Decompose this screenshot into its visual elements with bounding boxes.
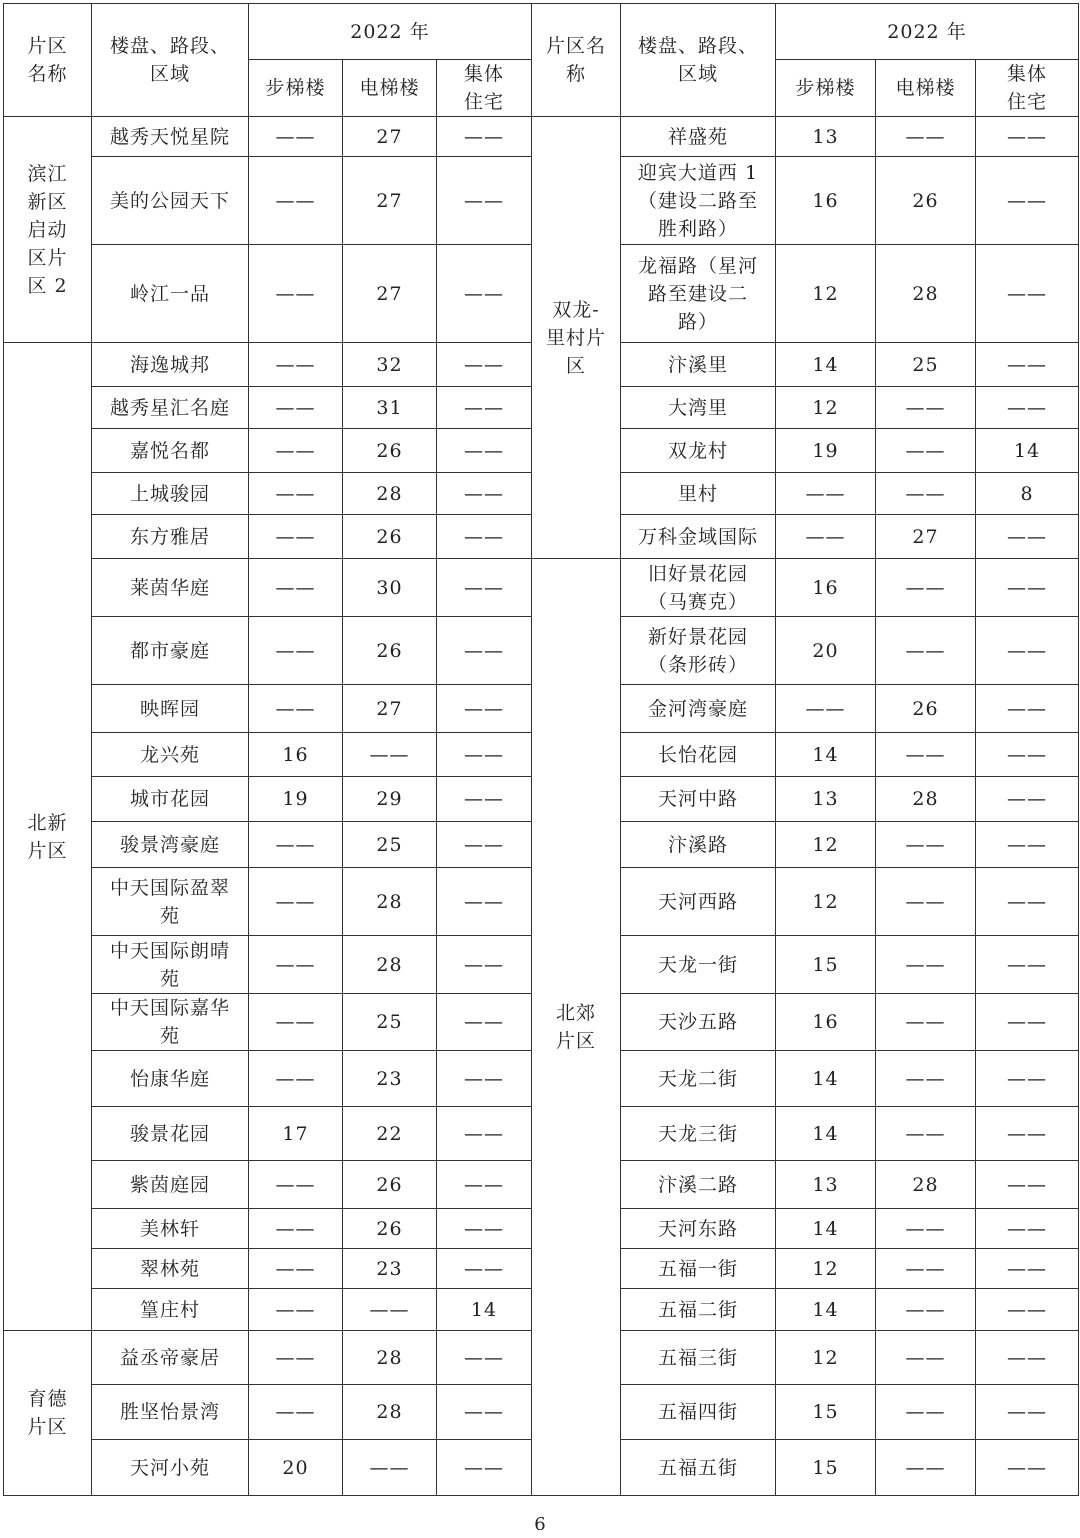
collective-rent: —— bbox=[976, 1440, 1079, 1496]
estate-name: 龙福路（星河 路至建设二 路） bbox=[621, 245, 776, 343]
elevator-rent: —— bbox=[876, 1385, 976, 1440]
estate-name: 长怡花园 bbox=[621, 733, 776, 777]
elevator-rent: —— bbox=[876, 936, 976, 994]
estate-name: 五福四街 bbox=[621, 1385, 776, 1440]
collective-rent: —— bbox=[976, 117, 1079, 157]
stair-rent: —— bbox=[776, 685, 876, 733]
stair-rent: —— bbox=[249, 1161, 343, 1209]
elevator-rent: 23 bbox=[343, 1249, 437, 1289]
estate-name: 五福一街 bbox=[621, 1249, 776, 1289]
estate-name: 嘉悦名都 bbox=[92, 429, 249, 473]
collective-rent: —— bbox=[976, 387, 1079, 429]
elevator-rent: —— bbox=[876, 868, 976, 936]
elevator-rent: 25 bbox=[343, 822, 437, 868]
estate-name: 双龙村 bbox=[621, 429, 776, 473]
stair-rent: 19 bbox=[249, 777, 343, 822]
collective-rent: —— bbox=[976, 685, 1079, 733]
header-collective: 集体 住宅 bbox=[976, 60, 1079, 117]
stair-rent: —— bbox=[249, 245, 343, 343]
elevator-rent: 26 bbox=[876, 157, 976, 245]
stair-rent: —— bbox=[249, 822, 343, 868]
collective-rent: 14 bbox=[976, 429, 1079, 473]
collective-rent: —— bbox=[437, 559, 532, 617]
zone-name: 北郊 片区 bbox=[532, 559, 621, 1496]
elevator-rent: 28 bbox=[343, 868, 437, 936]
zone-name: 双龙- 里村片 区 bbox=[532, 117, 621, 559]
table-row bbox=[4, 559, 1079, 617]
estate-name: 骏景湾豪庭 bbox=[92, 822, 249, 868]
stair-rent: 12 bbox=[776, 1331, 876, 1385]
estate-name: 旧好景花园 （马赛克） bbox=[621, 559, 776, 617]
stair-rent: 16 bbox=[776, 559, 876, 617]
stair-rent: —— bbox=[249, 1331, 343, 1385]
elevator-rent: —— bbox=[876, 1051, 976, 1107]
stair-rent: —— bbox=[249, 1289, 343, 1331]
estate-name: 篁庄村 bbox=[92, 1289, 249, 1331]
stair-rent: —— bbox=[249, 1385, 343, 1440]
collective-rent: —— bbox=[437, 994, 532, 1051]
collective-rent: —— bbox=[437, 685, 532, 733]
elevator-rent: —— bbox=[343, 1289, 437, 1331]
elevator-rent: 25 bbox=[343, 994, 437, 1051]
collective-rent: —— bbox=[976, 733, 1079, 777]
collective-rent: —— bbox=[976, 936, 1079, 994]
stair-rent: 13 bbox=[776, 1161, 876, 1209]
stair-rent: —— bbox=[249, 559, 343, 617]
elevator-rent: 28 bbox=[343, 1385, 437, 1440]
stair-rent: 12 bbox=[776, 387, 876, 429]
header-estate: 楼盘、路段、 区域 bbox=[621, 4, 776, 117]
collective-rent: —— bbox=[437, 617, 532, 685]
estate-name: 天河小苑 bbox=[92, 1440, 249, 1496]
elevator-rent: 25 bbox=[876, 343, 976, 387]
collective-rent: —— bbox=[976, 343, 1079, 387]
header-zone-name: 片区 名称 bbox=[4, 4, 92, 117]
elevator-rent: 28 bbox=[343, 1331, 437, 1385]
estate-name: 五福五街 bbox=[621, 1440, 776, 1496]
estate-name: 美的公园天下 bbox=[92, 157, 249, 245]
collective-rent: —— bbox=[976, 157, 1079, 245]
estate-name: 紫茵庭园 bbox=[92, 1161, 249, 1209]
collective-rent: 8 bbox=[976, 473, 1079, 515]
collective-rent: —— bbox=[437, 777, 532, 822]
header-elevator: 电梯楼 bbox=[343, 60, 437, 117]
elevator-rent: 28 bbox=[876, 1161, 976, 1209]
rent-table bbox=[3, 3, 1079, 1496]
stair-rent: —— bbox=[249, 617, 343, 685]
collective-rent: —— bbox=[976, 1289, 1079, 1331]
collective-rent: —— bbox=[437, 733, 532, 777]
elevator-rent: —— bbox=[876, 117, 976, 157]
estate-name: 越秀天悦星院 bbox=[92, 117, 249, 157]
elevator-rent: —— bbox=[876, 617, 976, 685]
stair-rent: —— bbox=[249, 868, 343, 936]
page-number: 6 bbox=[534, 1514, 546, 1535]
estate-name: 天龙三街 bbox=[621, 1107, 776, 1161]
elevator-rent: 26 bbox=[343, 429, 437, 473]
table-row bbox=[4, 117, 1079, 157]
estate-name: 新好景花园 （条形砖） bbox=[621, 617, 776, 685]
stair-rent: 14 bbox=[776, 1107, 876, 1161]
collective-rent: —— bbox=[976, 559, 1079, 617]
header-estate: 楼盘、路段、 区域 bbox=[92, 4, 249, 117]
stair-rent: 17 bbox=[249, 1107, 343, 1161]
elevator-rent: 28 bbox=[876, 777, 976, 822]
header-collective: 集体 住宅 bbox=[437, 60, 532, 117]
collective-rent: —— bbox=[437, 1385, 532, 1440]
collective-rent: —— bbox=[437, 936, 532, 994]
stair-rent: 13 bbox=[776, 117, 876, 157]
stair-rent: 14 bbox=[776, 1051, 876, 1107]
elevator-rent: —— bbox=[876, 822, 976, 868]
estate-name: 金河湾豪庭 bbox=[621, 685, 776, 733]
estate-name: 万科金域国际 bbox=[621, 515, 776, 559]
elevator-rent: 27 bbox=[343, 245, 437, 343]
stair-rent: 14 bbox=[776, 343, 876, 387]
stair-rent: 14 bbox=[776, 1289, 876, 1331]
estate-name: 岭江一品 bbox=[92, 245, 249, 343]
stair-rent: 14 bbox=[776, 733, 876, 777]
collective-rent: —— bbox=[437, 343, 532, 387]
stair-rent: —— bbox=[776, 473, 876, 515]
estate-name: 中天国际嘉华 苑 bbox=[92, 994, 249, 1051]
header-year: 2022 年 bbox=[249, 4, 532, 60]
estate-name: 天龙二街 bbox=[621, 1051, 776, 1107]
stair-rent: —— bbox=[249, 343, 343, 387]
stair-rent: 16 bbox=[776, 157, 876, 245]
elevator-rent: 26 bbox=[343, 515, 437, 559]
elevator-rent: 23 bbox=[343, 1051, 437, 1107]
estate-name: 城市花园 bbox=[92, 777, 249, 822]
elevator-rent: 27 bbox=[343, 117, 437, 157]
stair-rent: —— bbox=[249, 429, 343, 473]
stair-rent: 16 bbox=[776, 994, 876, 1051]
elevator-rent: —— bbox=[876, 559, 976, 617]
stair-rent: 15 bbox=[776, 1440, 876, 1496]
collective-rent: —— bbox=[437, 822, 532, 868]
collective-rent: —— bbox=[976, 868, 1079, 936]
elevator-rent: 26 bbox=[343, 1209, 437, 1249]
collective-rent: —— bbox=[976, 822, 1079, 868]
stair-rent: 20 bbox=[249, 1440, 343, 1496]
elevator-rent: —— bbox=[343, 733, 437, 777]
elevator-rent: 32 bbox=[343, 343, 437, 387]
elevator-rent: 30 bbox=[343, 559, 437, 617]
header-stair: 步梯楼 bbox=[776, 60, 876, 117]
elevator-rent: 26 bbox=[343, 1161, 437, 1209]
stair-rent: 12 bbox=[776, 868, 876, 936]
collective-rent: —— bbox=[976, 1331, 1079, 1385]
estate-name: 怡康华庭 bbox=[92, 1051, 249, 1107]
stair-rent: —— bbox=[249, 473, 343, 515]
collective-rent: —— bbox=[976, 1209, 1079, 1249]
stair-rent: —— bbox=[249, 1249, 343, 1289]
estate-name: 五福二街 bbox=[621, 1289, 776, 1331]
collective-rent: —— bbox=[437, 117, 532, 157]
stair-rent: 12 bbox=[776, 245, 876, 343]
header-zone-name: 片区名 称 bbox=[532, 4, 621, 117]
estate-name: 天河东路 bbox=[621, 1209, 776, 1249]
elevator-rent: 26 bbox=[343, 617, 437, 685]
estate-name: 中天国际朗晴 苑 bbox=[92, 936, 249, 994]
stair-rent: —— bbox=[249, 936, 343, 994]
stair-rent: 19 bbox=[776, 429, 876, 473]
elevator-rent: —— bbox=[343, 1440, 437, 1496]
header-stair: 步梯楼 bbox=[249, 60, 343, 117]
estate-name: 龙兴苑 bbox=[92, 733, 249, 777]
estate-name: 东方雅居 bbox=[92, 515, 249, 559]
zone-name: 滨江 新区 启动 区片 区 2 bbox=[4, 117, 92, 343]
elevator-rent: 28 bbox=[343, 936, 437, 994]
collective-rent: —— bbox=[437, 1161, 532, 1209]
collective-rent: —— bbox=[437, 1440, 532, 1496]
estate-name: 翠林苑 bbox=[92, 1249, 249, 1289]
collective-rent: —— bbox=[976, 245, 1079, 343]
collective-rent: —— bbox=[976, 777, 1079, 822]
estate-name: 天河中路 bbox=[621, 777, 776, 822]
stair-rent: —— bbox=[249, 515, 343, 559]
collective-rent: —— bbox=[437, 157, 532, 245]
stair-rent: —— bbox=[249, 685, 343, 733]
elevator-rent: 28 bbox=[343, 473, 437, 515]
estate-name: 汴溪二路 bbox=[621, 1161, 776, 1209]
stair-rent: 13 bbox=[776, 777, 876, 822]
estate-name: 天河西路 bbox=[621, 868, 776, 936]
estate-name: 益丞帝豪居 bbox=[92, 1331, 249, 1385]
collective-rent: —— bbox=[437, 473, 532, 515]
zone-name: 育德 片区 bbox=[4, 1331, 92, 1496]
estate-name: 天沙五路 bbox=[621, 994, 776, 1051]
elevator-rent: —— bbox=[876, 387, 976, 429]
elevator-rent: 29 bbox=[343, 777, 437, 822]
collective-rent: —— bbox=[976, 1249, 1079, 1289]
elevator-rent: —— bbox=[876, 994, 976, 1051]
stair-rent: 15 bbox=[776, 936, 876, 994]
estate-name: 大湾里 bbox=[621, 387, 776, 429]
collective-rent: —— bbox=[976, 994, 1079, 1051]
collective-rent: 14 bbox=[437, 1289, 532, 1331]
elevator-rent: —— bbox=[876, 429, 976, 473]
estate-name: 汴溪里 bbox=[621, 343, 776, 387]
estate-name: 胜坚怡景湾 bbox=[92, 1385, 249, 1440]
elevator-rent: 27 bbox=[343, 685, 437, 733]
stair-rent: 16 bbox=[249, 733, 343, 777]
collective-rent: —— bbox=[437, 515, 532, 559]
elevator-rent: —— bbox=[876, 733, 976, 777]
stair-rent: —— bbox=[249, 1209, 343, 1249]
header-year: 2022 年 bbox=[776, 4, 1079, 60]
estate-name: 莱茵华庭 bbox=[92, 559, 249, 617]
zone-name: 北新 片区 bbox=[4, 343, 92, 1331]
stair-rent: —— bbox=[249, 1051, 343, 1107]
collective-rent: —— bbox=[976, 515, 1079, 559]
stair-rent: 20 bbox=[776, 617, 876, 685]
collective-rent: —— bbox=[976, 1107, 1079, 1161]
collective-rent: —— bbox=[437, 1249, 532, 1289]
stair-rent: —— bbox=[776, 515, 876, 559]
elevator-rent: 31 bbox=[343, 387, 437, 429]
collective-rent: —— bbox=[976, 1051, 1079, 1107]
stair-rent: —— bbox=[249, 994, 343, 1051]
stair-rent: 12 bbox=[776, 1249, 876, 1289]
elevator-rent: 26 bbox=[876, 685, 976, 733]
elevator-rent: —— bbox=[876, 1249, 976, 1289]
estate-name: 祥盛苑 bbox=[621, 117, 776, 157]
stair-rent: —— bbox=[249, 117, 343, 157]
estate-name: 都市豪庭 bbox=[92, 617, 249, 685]
estate-name: 骏景花园 bbox=[92, 1107, 249, 1161]
collective-rent: —— bbox=[437, 1107, 532, 1161]
stair-rent: 14 bbox=[776, 1209, 876, 1249]
elevator-rent: —— bbox=[876, 1289, 976, 1331]
collective-rent: —— bbox=[437, 1331, 532, 1385]
elevator-rent: —— bbox=[876, 1107, 976, 1161]
collective-rent: —— bbox=[976, 617, 1079, 685]
estate-name: 里村 bbox=[621, 473, 776, 515]
estate-name: 越秀星汇名庭 bbox=[92, 387, 249, 429]
estate-name: 映晖园 bbox=[92, 685, 249, 733]
elevator-rent: —— bbox=[876, 1440, 976, 1496]
elevator-rent: 27 bbox=[876, 515, 976, 559]
collective-rent: —— bbox=[437, 868, 532, 936]
collective-rent: —— bbox=[437, 387, 532, 429]
stair-rent: 12 bbox=[776, 822, 876, 868]
elevator-rent: —— bbox=[876, 473, 976, 515]
stair-rent: —— bbox=[249, 387, 343, 429]
estate-name: 上城骏园 bbox=[92, 473, 249, 515]
header-elevator: 电梯楼 bbox=[876, 60, 976, 117]
estate-name: 海逸城邦 bbox=[92, 343, 249, 387]
estate-name: 美林轩 bbox=[92, 1209, 249, 1249]
stair-rent: 15 bbox=[776, 1385, 876, 1440]
stair-rent: —— bbox=[249, 157, 343, 245]
elevator-rent: 22 bbox=[343, 1107, 437, 1161]
estate-name: 天龙一街 bbox=[621, 936, 776, 994]
estate-name: 五福三街 bbox=[621, 1331, 776, 1385]
collective-rent: —— bbox=[437, 1051, 532, 1107]
collective-rent: —— bbox=[437, 429, 532, 473]
collective-rent: —— bbox=[437, 1209, 532, 1249]
collective-rent: —— bbox=[976, 1385, 1079, 1440]
estate-name: 汴溪路 bbox=[621, 822, 776, 868]
elevator-rent: 27 bbox=[343, 157, 437, 245]
estate-name: 中天国际盈翠 苑 bbox=[92, 868, 249, 936]
elevator-rent: —— bbox=[876, 1209, 976, 1249]
elevator-rent: 28 bbox=[876, 245, 976, 343]
collective-rent: —— bbox=[437, 245, 532, 343]
estate-name: 迎宾大道西 1 （建设二路至 胜利路） bbox=[621, 157, 776, 245]
elevator-rent: —— bbox=[876, 1331, 976, 1385]
collective-rent: —— bbox=[976, 1161, 1079, 1209]
